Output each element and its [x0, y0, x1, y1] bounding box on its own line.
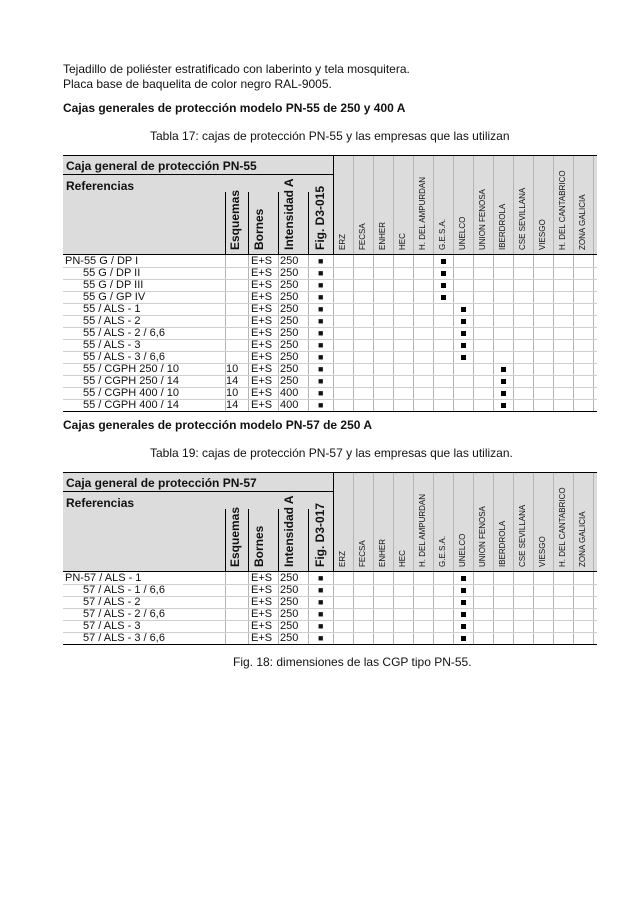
row-bornes: E+S	[251, 279, 273, 291]
row-intensidad: 250	[280, 351, 299, 363]
company-col-separator	[593, 156, 594, 254]
row-intensidad: 250	[280, 339, 299, 351]
references-label: Referencias	[66, 496, 135, 510]
company-col-separator	[393, 473, 394, 571]
table-header	[63, 472, 597, 572]
row-bornes: E+S	[251, 351, 273, 363]
row-intensidad: 250	[280, 327, 299, 339]
row-bornes: E+S	[251, 572, 273, 584]
company-header: UNION FENOSA	[478, 189, 487, 250]
company-header: UNELCO	[458, 533, 467, 567]
table-row	[63, 315, 597, 327]
row-reference: 57 / ALS - 3	[83, 620, 141, 632]
table-row	[63, 267, 597, 279]
company-col-separator	[573, 156, 574, 254]
row-bornes: E+S	[251, 327, 273, 339]
row-reference: 55 / CGPH 400 / 10	[83, 387, 179, 399]
row-bornes: E+S	[251, 315, 273, 327]
company-header: HEC	[398, 550, 407, 567]
company-header: G.E.S.A.	[438, 535, 447, 567]
row-bornes: E+S	[251, 608, 273, 620]
row-fig-mark: ■	[318, 316, 324, 326]
company-header: IBERDROLA	[498, 520, 507, 567]
company-col-separator	[413, 473, 414, 571]
company-mark	[441, 295, 446, 300]
row-fig-mark: ■	[318, 633, 324, 643]
company-col-separator	[553, 473, 554, 571]
row-fig-mark: ■	[318, 280, 324, 290]
table-row	[63, 620, 597, 632]
header-col-separator	[278, 192, 279, 254]
row-esquemas: 10	[226, 363, 239, 375]
company-header: ZONA GALICIA	[578, 511, 587, 567]
row-intensidad: 250	[280, 315, 299, 327]
heading-pn57: Cajas generales de protección modelo PN-57 de 250 A	[63, 418, 372, 432]
table-row	[63, 303, 597, 315]
row-bornes: E+S	[251, 255, 273, 267]
company-mark	[501, 403, 506, 408]
company-header: ENHER	[378, 538, 387, 567]
table-row	[63, 608, 597, 620]
company-col-separator	[473, 473, 474, 571]
row-fig-mark: ■	[318, 376, 324, 386]
table-body	[63, 572, 597, 644]
column-intensidad: Intensidad A	[282, 495, 296, 567]
table-row	[63, 596, 597, 608]
title-separator	[63, 174, 333, 175]
row-intensidad: 250	[280, 632, 299, 644]
company-col-separator	[513, 156, 514, 254]
row-intensidad: 250	[280, 584, 299, 596]
row-fig-mark: ■	[318, 400, 324, 410]
company-col-separator	[373, 156, 374, 254]
row-separator	[63, 620, 597, 621]
company-col-separator	[533, 156, 534, 254]
row-fig-mark: ■	[318, 609, 324, 619]
company-header: H. DEL AMPURDAN	[418, 493, 427, 567]
row-intensidad: 250	[280, 375, 299, 387]
company-header: G.E.S.A.	[438, 218, 447, 250]
company-col-separator	[453, 473, 454, 571]
row-reference: 57 / ALS - 1 / 6,6	[83, 584, 165, 596]
table-row	[63, 584, 597, 596]
table-bottom-border	[63, 411, 597, 412]
companies-separator	[333, 156, 334, 254]
company-mark	[501, 367, 506, 372]
row-reference: 55 / CGPH 400 / 14	[83, 399, 179, 411]
row-reference: 57 / ALS - 3 / 6,6	[83, 632, 165, 644]
row-reference: 55 / CGPH 250 / 10	[83, 363, 179, 375]
row-reference: PN-57 / ALS - 1	[65, 572, 142, 584]
caption-table-17: Tabla 17: cajas de protección PN-55 y las empresas que las utilizan	[150, 129, 510, 143]
company-col-separator	[473, 156, 474, 254]
company-header: UNELCO	[458, 216, 467, 250]
header-col-separator	[248, 509, 249, 571]
company-col-separator	[353, 156, 354, 254]
company-mark	[461, 588, 466, 593]
company-col-separator	[553, 156, 554, 254]
company-col-separator	[353, 473, 354, 571]
table-row	[63, 351, 597, 363]
company-mark	[461, 612, 466, 617]
company-col-separator	[393, 156, 394, 254]
company-header: VIESGO	[538, 536, 547, 567]
row-intensidad: 250	[280, 363, 299, 375]
column-fig: Fig. D3-015	[313, 185, 327, 250]
company-header: H. DEL CANTABRICO	[558, 170, 567, 250]
table-row	[63, 255, 597, 267]
company-header: HEC	[398, 233, 407, 250]
row-reference: 55 G / DP II	[83, 267, 141, 279]
table-row	[63, 339, 597, 351]
row-bornes: E+S	[251, 596, 273, 608]
company-mark	[501, 391, 506, 396]
caption-table-19: Tabla 19: cajas de protección PN-57 y las empresas que las utilizan.	[150, 446, 513, 460]
table-row	[63, 375, 597, 387]
table-title: Caja general de protección PN-57	[66, 476, 257, 490]
company-header: H. DEL CANTABRICO	[558, 487, 567, 567]
company-header: FECSA	[358, 540, 367, 567]
intro-line-1: Tejadillo de poliéster estratificado con laberinto y tela mosquitera.	[63, 62, 410, 76]
column-esquemas: Esquemas	[228, 189, 242, 250]
table-row	[63, 399, 597, 411]
table-row	[63, 572, 597, 584]
row-intensidad: 250	[280, 267, 299, 279]
company-header: ERZ	[338, 234, 347, 250]
row-intensidad: 400	[280, 387, 299, 399]
company-col-separator	[433, 473, 434, 571]
row-reference: 55 / ALS - 2	[83, 315, 141, 327]
row-intensidad: 250	[280, 303, 299, 315]
company-col-separator	[373, 473, 374, 571]
table-row	[63, 279, 597, 291]
table-pn55	[63, 155, 597, 411]
company-col-separator	[433, 156, 434, 254]
row-separator	[63, 339, 597, 340]
row-fig-mark: ■	[318, 256, 324, 266]
row-reference: 57 / ALS - 2	[83, 596, 141, 608]
row-reference: 55 / ALS - 3	[83, 339, 141, 351]
row-reference: 55 / ALS - 1	[83, 303, 141, 315]
company-col-separator	[453, 156, 454, 254]
row-fig-mark: ■	[318, 597, 324, 607]
row-fig-mark: ■	[318, 388, 324, 398]
company-header: IBERDROLA	[498, 203, 507, 250]
table-row	[63, 291, 597, 303]
row-fig-mark: ■	[318, 364, 324, 374]
company-mark	[441, 271, 446, 276]
table-row	[63, 327, 597, 339]
company-mark	[461, 355, 466, 360]
company-mark	[501, 379, 506, 384]
column-bornes: Bornes	[252, 525, 266, 567]
company-header: ERZ	[338, 551, 347, 567]
row-esquemas: 14	[226, 399, 239, 411]
row-separator	[63, 303, 597, 304]
company-header: CSE SEVILLANA	[518, 504, 527, 567]
table-header	[63, 155, 597, 255]
column-fig: Fig. D3-017	[313, 502, 327, 567]
intro-line-2: Placa base de baquelita de color negro RAL-9005.	[63, 77, 332, 91]
row-reference: 55 / ALS - 3 / 6,6	[83, 351, 165, 363]
table-row	[63, 632, 597, 644]
header-col-separator	[308, 192, 309, 254]
table-row	[63, 363, 597, 375]
row-fig-mark: ■	[318, 304, 324, 314]
table-bottom-border	[63, 644, 597, 645]
companies-separator	[333, 473, 334, 571]
row-intensidad: 250	[280, 620, 299, 632]
table-row	[63, 387, 597, 399]
row-fig-mark: ■	[318, 352, 324, 362]
row-fig-mark: ■	[318, 340, 324, 350]
heading-pn55: Cajas generales de protección modelo PN-55 de 250 y 400 A	[63, 101, 406, 115]
company-col-separator	[533, 473, 534, 571]
row-bornes: E+S	[251, 584, 273, 596]
row-bornes: E+S	[251, 363, 273, 375]
row-reference: 55 / ALS - 2 / 6,6	[83, 327, 165, 339]
row-esquemas: 14	[226, 375, 239, 387]
company-header: ENHER	[378, 221, 387, 250]
row-separator	[63, 267, 597, 268]
company-mark	[441, 283, 446, 288]
row-bornes: E+S	[251, 375, 273, 387]
row-reference: 55 G / DP III	[83, 279, 144, 291]
company-header: ZONA GALICIA	[578, 194, 587, 250]
company-col-separator	[493, 156, 494, 254]
row-intensidad: 250	[280, 608, 299, 620]
row-intensidad: 250	[280, 596, 299, 608]
row-fig-mark: ■	[318, 292, 324, 302]
row-bornes: E+S	[251, 387, 273, 399]
row-bornes: E+S	[251, 399, 273, 411]
row-fig-mark: ■	[318, 585, 324, 595]
row-intensidad: 250	[280, 279, 299, 291]
column-bornes: Bornes	[252, 208, 266, 250]
header-col-separator	[308, 509, 309, 571]
table-pn57	[63, 472, 597, 644]
company-mark	[441, 259, 446, 264]
company-header: CSE SEVILLANA	[518, 187, 527, 250]
company-mark	[461, 600, 466, 605]
row-fig-mark: ■	[318, 268, 324, 278]
company-col-separator	[493, 473, 494, 571]
company-col-separator	[573, 473, 574, 571]
row-fig-mark: ■	[318, 328, 324, 338]
row-fig-mark: ■	[318, 573, 324, 583]
header-col-separator	[248, 192, 249, 254]
row-intensidad: 250	[280, 572, 299, 584]
company-mark	[461, 624, 466, 629]
row-intensidad: 250	[280, 255, 299, 267]
company-mark	[461, 636, 466, 641]
row-esquemas: 10	[226, 387, 239, 399]
company-header: UNION FENOSA	[478, 506, 487, 567]
row-intensidad: 250	[280, 291, 299, 303]
row-fig-mark: ■	[318, 621, 324, 631]
row-bornes: E+S	[251, 303, 273, 315]
header-col-separator	[225, 509, 226, 571]
company-mark	[461, 331, 466, 336]
row-reference: PN-55 G / DP I	[65, 255, 139, 267]
company-mark	[461, 343, 466, 348]
row-separator	[63, 596, 597, 597]
column-esquemas: Esquemas	[228, 506, 242, 567]
table-body	[63, 255, 597, 411]
row-bornes: E+S	[251, 632, 273, 644]
header-col-separator	[225, 192, 226, 254]
row-separator	[63, 315, 597, 316]
table-title: Caja general de protección PN-55	[66, 159, 257, 173]
row-bornes: E+S	[251, 339, 273, 351]
company-header: VIESGO	[538, 219, 547, 250]
company-col-separator	[593, 473, 594, 571]
title-separator	[63, 491, 333, 492]
company-header: H. DEL AMPURDAN	[418, 176, 427, 250]
row-bornes: E+S	[251, 291, 273, 303]
references-label: Referencias	[66, 179, 135, 193]
column-intensidad: Intensidad A	[282, 178, 296, 250]
company-mark	[461, 307, 466, 312]
row-reference: 57 / ALS - 2 / 6,6	[83, 608, 165, 620]
header-col-separator	[278, 509, 279, 571]
row-reference: 55 / CGPH 250 / 14	[83, 375, 179, 387]
row-intensidad: 400	[280, 399, 299, 411]
company-col-separator	[513, 473, 514, 571]
caption-fig-18: Fig. 18: dimensiones de las CGP tipo PN-55.	[233, 655, 472, 669]
row-bornes: E+S	[251, 267, 273, 279]
company-header: FECSA	[358, 223, 367, 250]
row-reference: 55 G / GP IV	[83, 291, 146, 303]
company-mark	[461, 576, 466, 581]
company-mark	[461, 319, 466, 324]
row-bornes: E+S	[251, 620, 273, 632]
company-col-separator	[413, 156, 414, 254]
